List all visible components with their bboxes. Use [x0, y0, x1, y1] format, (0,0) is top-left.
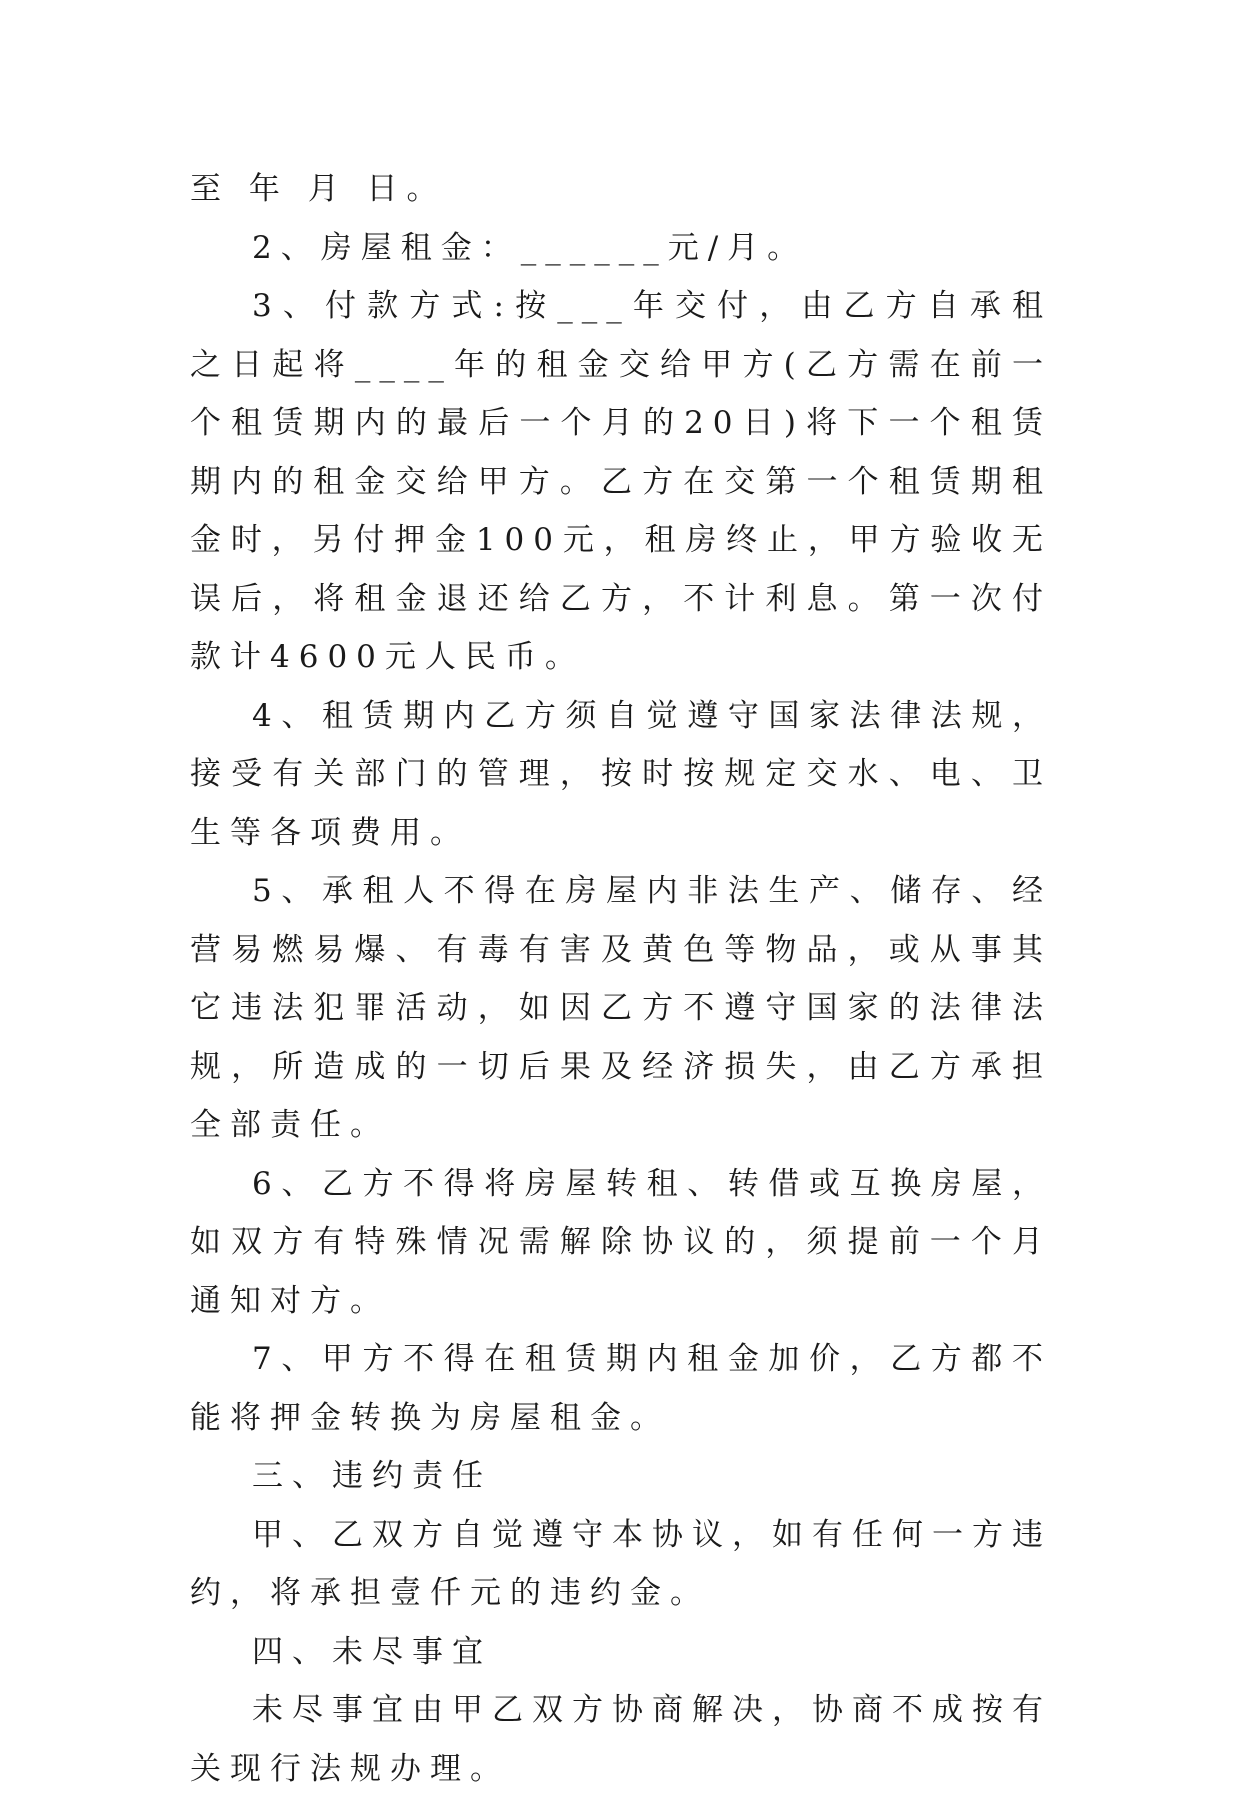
- paragraph-tenant-obligations: 4、租赁期内乙方须自觉遵守国家法律法规，接受有关部门的管理，按时按规定交水、电、卫生等各项费用。: [190, 697, 1052, 851]
- paragraph-breach-penalty: 甲、乙双方自觉遵守本协议，如有任何一方违约，将承担壹仟元的违约金。: [190, 1516, 1052, 1611]
- paragraph-no-rent-increase: 7、甲方不得在租赁期内租金加价，乙方都不能将押金转换为房屋租金。: [190, 1341, 1052, 1436]
- paragraph-no-sublet: 6、乙方不得将房屋转租、转借或互换房屋，如双方有特殊情况需解除协议的，须提前一个月通知对方。: [190, 1165, 1052, 1319]
- section-heading-other-matters: 四、未尽事宜: [252, 1633, 492, 1670]
- paragraph-other-matters: 未尽事宜由甲乙双方协商解决，协商不成按有关现行法规办理。: [190, 1692, 1052, 1787]
- paragraph-payment-method: 3、付款方式:按___年交付，由乙方自承租之日起将____年的租金交给甲方(乙方需在前一个租赁期内的最后一个月的20日)将下一个租赁期内的租金交给甲方。乙方在交第一个租赁期租金时，另付押金100元，租房终止，甲方验收无误后，将租金退还给乙方，不计利息。第一次付款计4600元人民币。: [190, 288, 1052, 675]
- paragraph-date-continuation: 至 年 月 日。: [190, 171, 447, 207]
- contract-body: [190, 160, 1052, 1798]
- paragraph-prohibited-activities: 5、承租人不得在房屋内非法生产、储存、经营易燃易爆、有毒有害及黄色等物品，或从事其它违法犯罪活动，如因乙方不遵守国家的法律法规，所造成的一切后果及经济损失，由乙方承担全部责任。: [190, 873, 1052, 1143]
- paragraph-rent-amount: 2、房屋租金：______元/月。: [252, 229, 808, 266]
- section-heading-breach: 三、违约责任: [252, 1458, 492, 1494]
